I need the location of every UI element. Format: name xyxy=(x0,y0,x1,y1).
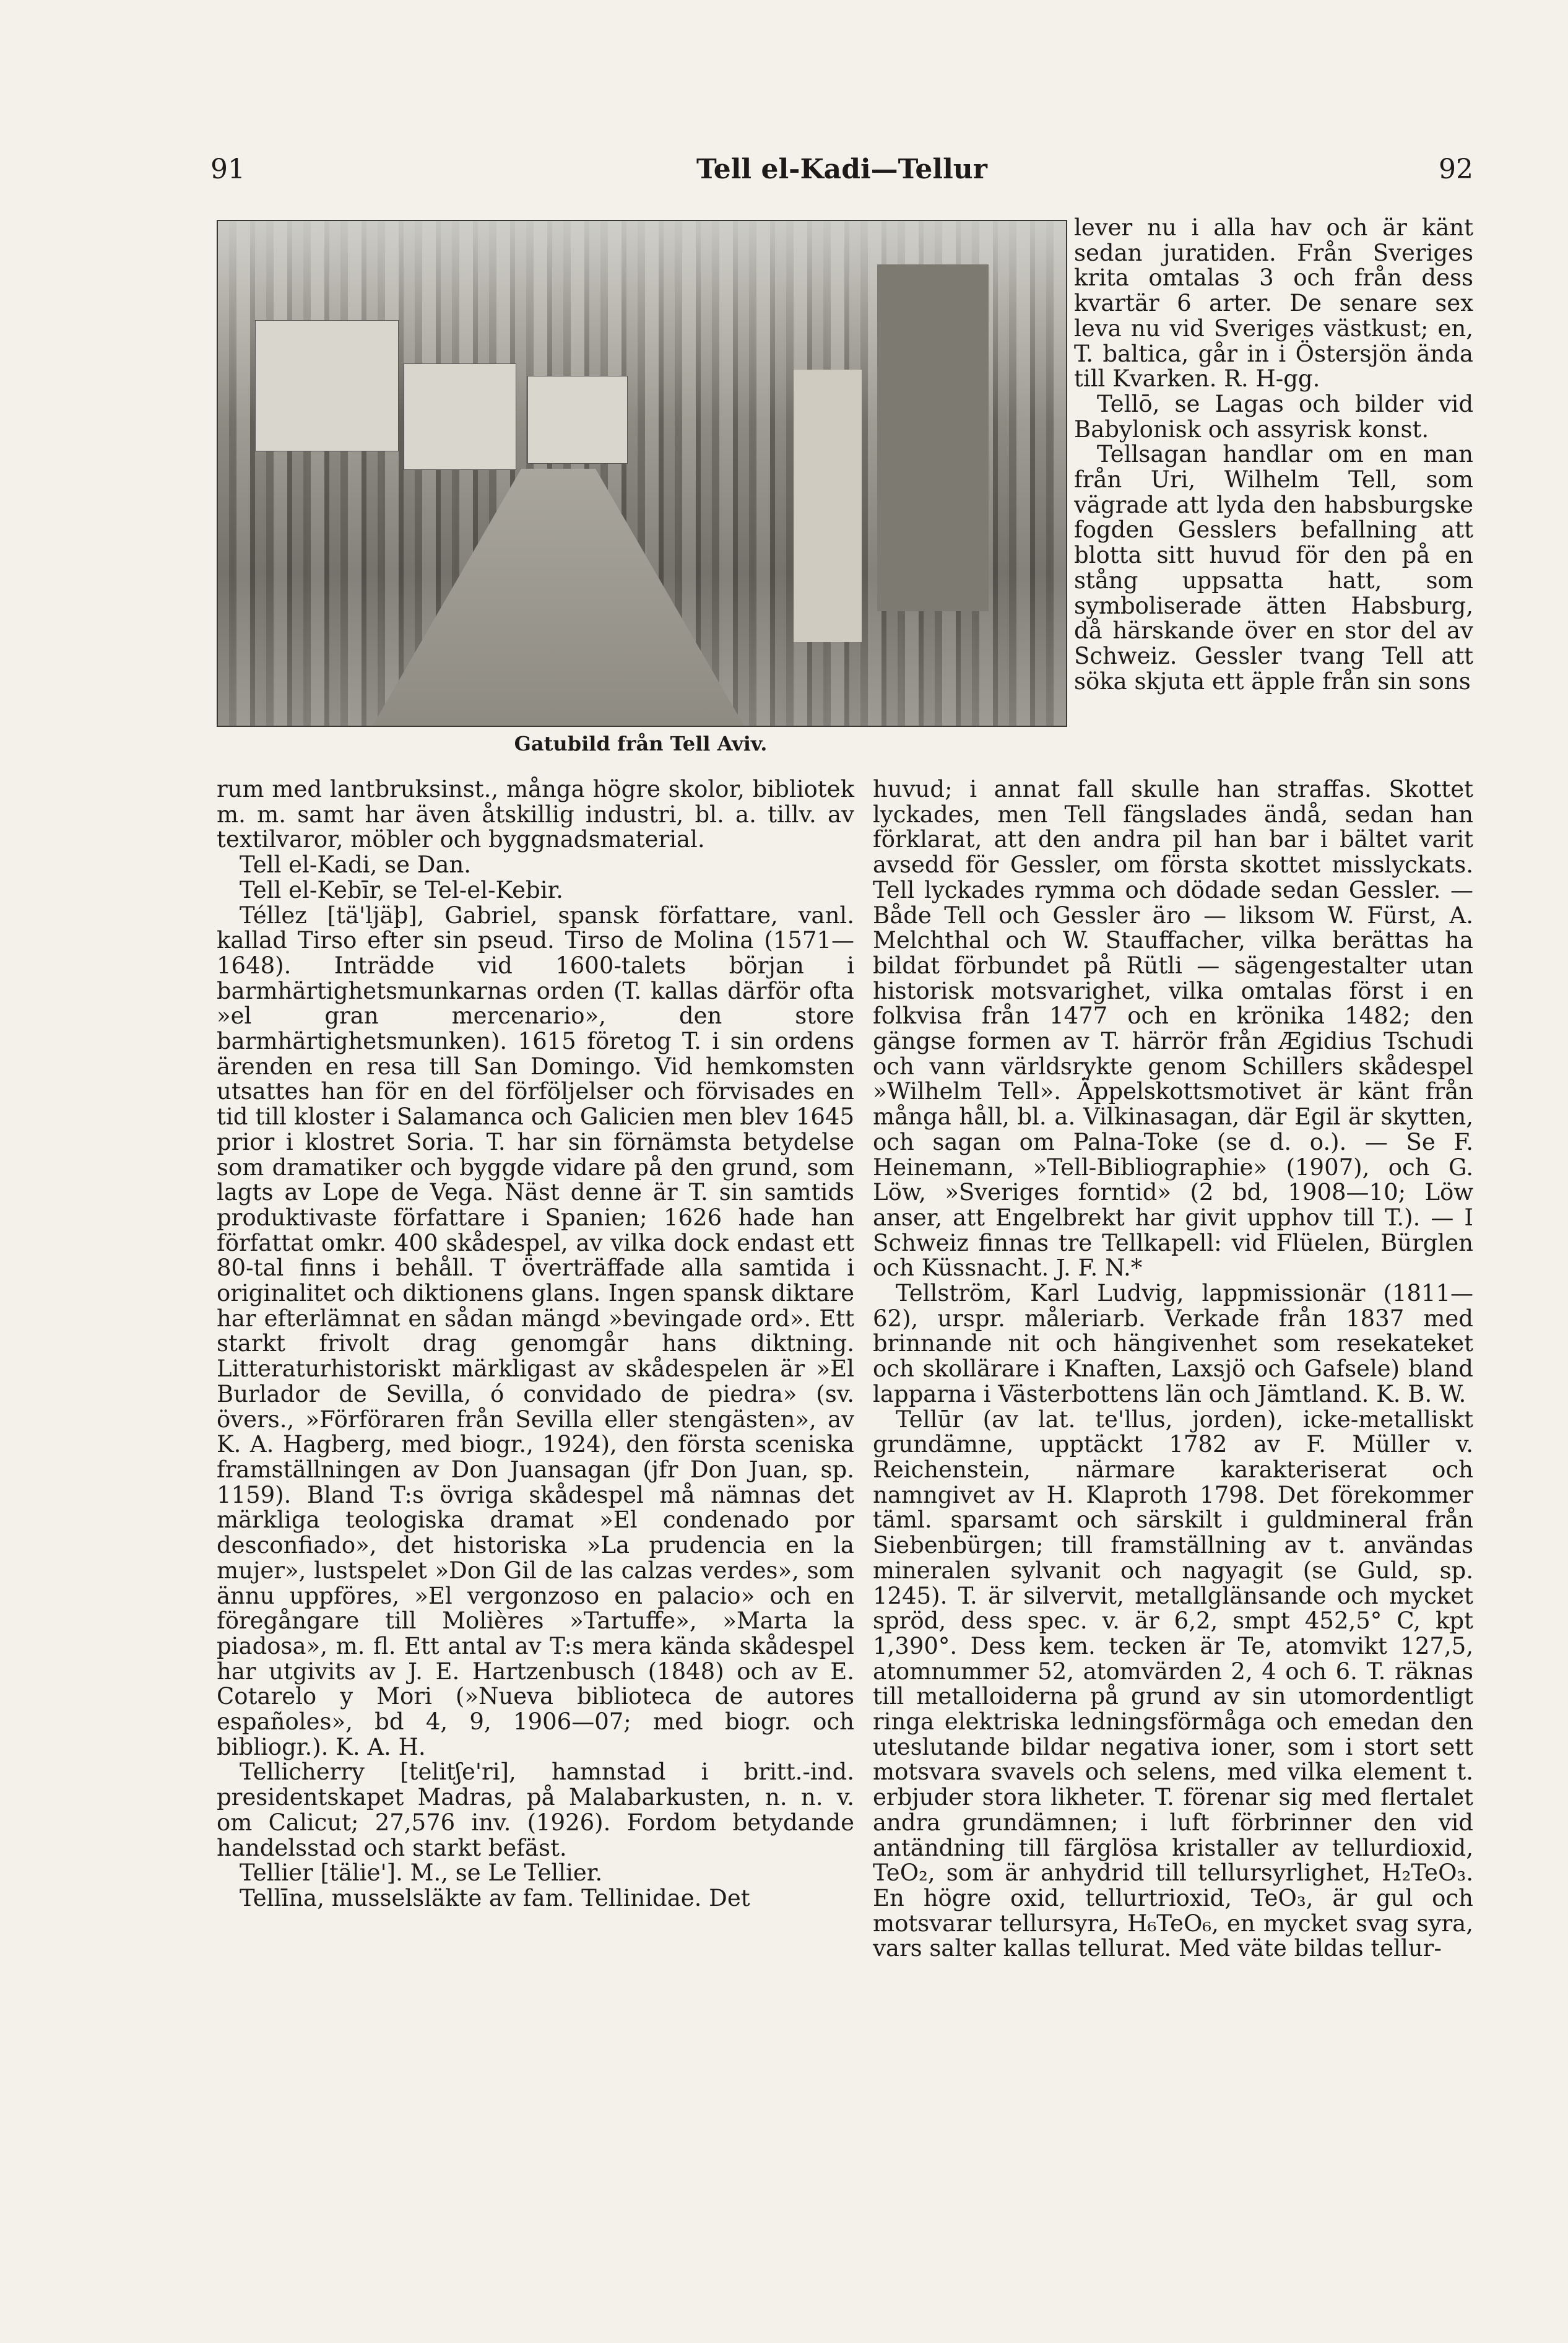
column-left xyxy=(217,777,854,1911)
entry-tellur: Tellūr (av lat. te'llus, jorden), icke-metalliskt grundämne, upptäckt 1782 av F. Müller v. Reichenstein, närmare karakteriserat och namngivet av H. Klaproth 1798. Det förekommer täml. sparsamt och särskilt i guldmineral från Siebenbürgen; till framställning av t. användas mineralen sylvanit och nagyagit (se Guld, sp. 1245). T. är silvervit, metallglänsande och mycket spröd, dess spec. v. är 6,2, smpt 452,5° C, kpt 1,390°. Dess kem. tecken är Te, atomvikt 127,5, atomnummer 52, atomvärden 2, 4 och 6. T. räknas till metalloiderna på grund av sin utomordentligt ringa elektriska ledningsförmåga och emedan den uteslutande bildar negativa ioner, som i stort sett motsvara svavels och selens, med vilka element t. erbjuder stora likheter. T. förenar sig med flertalet andra grundämnen; i luft förbrinner den vid antändning till färglösa kristaller av tellurdioxid, TeO₂, som är anhydrid till tellursyrlighet, H₂TeO₃. En högre oxid, tellurtrioxid, TeO₃, är gul och motsvarar tellursyra, H₆TeO₆, en mycket svag syra, vars salter kallas tellurat. Med väte bildas tellur- xyxy=(873,1406,1473,1962)
entry-tello: Tellō, se Lagas och bilder vid Babylonisk och assyrisk konst. xyxy=(1074,390,1473,443)
page-number-left: 91 xyxy=(210,154,245,185)
running-header xyxy=(210,154,1473,191)
entry-tellier: Tellier [tälie']. M., se Le Tellier. xyxy=(240,1859,603,1887)
entry-tellina: Tellīna, musselsläkte av fam. Tellinidae. Det xyxy=(240,1884,750,1911)
entry-tellstrom: Tellström, Karl Ludvig, lappmissionär (1811—62), urspr. måleriarb. Verkade från 1837 med brinnande nit och hängivenhet som resekateket och skollärare i Knaften, Laxsjö och Gafsele) bland lapparna i Västerbottens län och Jämtland. K. B. W. xyxy=(873,1280,1473,1407)
entry-tellez: Téllez [tä'ljäþ], Gabriel, spansk författare, vanl. kallad Tirso efter sin pseud. Tirso de Molina (1571—1648). Inträdde vid 1600-talets början i barmhärtighetsmunkarnas orden (T. kallas därför ofta »el gran mercenario», den store barmhärtighetsmunken). 1615 företog T. i sin ordens ärenden en resa till San Domingo. Vid hemkomsten utsattes han för en del förföljelser och förvisades en tid till kloster i Salamanca och Galicien men blev 1645 prior i klostret Soria. T. har sin förnämsta betydelse som dramatiker och byggde vidare på den grund, som lagts av Lope de Vega. Näst denne är T. sin samtids produktivaste författare i Spanien; 1626 hade han författat omkr. 400 skådespel, av vilka dock endast ett 80-tal finns i behåll. T överträffade alla samtida i originalitet och diktionens glans. Ingen spansk diktare har efterlämnat en sådan mängd »bevingade ord». Ett starkt frivolt drag genomgår hans diktning. Litteraturhistoriskt märkligast av skådespelen är »El Burlador de Sevilla, ó convidado de piedra» (sv. övers., »Förföraren från Sevilla eller stengästen», av K. A. Hagberg, med biogr., 1924), den första sceniska framställningen av Don Juansagan (jfr Don Juan, sp. 1159). Bland T:s övriga skådespel må nämnas det märkliga teologiska dramat »El condenado por desconfiado», det historiska »La prudencia en la mujer», lustspelet »Don Gil de las calzas verdes», som ännu uppföres, »El vergonzoso en palacio» och en föregångare till Molières »Tartuffe», »Marta la piadosa», m. fl. Ett antal av T:s mera kända skådespel har utgivits av J. E. Hartzenbusch (1848) och av E. Cotarelo y Mori (»Nueva biblioteca de autores españoles», bd 4, 9, 1906—07; med biogr. och bibliogr.). K. A. H. xyxy=(217,902,854,1760)
entry-tell-el-kadi: Tell el-Kadi, se Dan. xyxy=(240,851,472,879)
column-right-top xyxy=(1074,215,1473,694)
paragraph: huvud; i annat fall skulle han straffas. Skottet lyckades, men Tell fängslades ändå, sedan han förklarat, att den andra pil han bar i bältet varit avsedd för Gessler, om första skottet misslyckats. Tell lyckades rymma och dödade sedan Gessler. — Både Tell och Gessler äro — liksom W. Fürst, A. Melchthal och W. Stauffacher, vilka berättas ha bildat förbundet på Rütli — sägengestalter utan historisk motsvarighet, vilka omtalas först i en folkvisa från 1477 och en krönika 1482; den gängse formen av T. härrör från Ægidius Tschudi och vann världsrykte genom Schillers skådespel »Wilhelm Tell». Äppelskottsmotivet är känt från många håll, bl. a. Vilkinasagan, där Egil är skytten, och sagan om Palna-Toke (se d. o.). — Se F. Heinemann, »Tell-Bibliographie» (1907), och G. Löw, »Sveriges forntid» (2 bd, 1908—10; Löw anser, att Engelbrekt har givit upphov till T.). — I Schweiz finnas tre Tellkapell: vid Flüelen, Bürglen och Küssnacht. J. F. N.* xyxy=(873,776,1473,1282)
running-title: Tell el-Kadi—Tellur xyxy=(696,154,987,185)
paragraph: rum med lantbruksinst., många högre skolor, bibliotek m. m. samt har även åtskillig industri, bl. a. tillv. av textilvaror, möbler och byggnadsmaterial. xyxy=(217,776,854,853)
entry-tellicherry: Tellicherry [telitʃe'ri], hamnstad i britt.-ind. presidentskapet Madras, på Malabarkusten, n. n. v. om Calicut; 27,576 inv. (1926). Fordom betydande handelsstad och starkt befäst. xyxy=(217,1758,854,1861)
column-right xyxy=(873,777,1473,1962)
street-photo xyxy=(217,220,1067,727)
page-number-right: 92 xyxy=(1439,154,1473,185)
entry-tellsagan: Tellsagan handlar om en man från Uri, Wilhelm Tell, som vägrade att lyda den habsburgske fogden Gesslers befallning att blotta sitt huvud för den på en stång uppsatta hatt, som symboliserade ätten Habsburg, då härskande över en stor del av Schweiz. Gessler tvang Tell att söka skjuta ett äpple från sin sons xyxy=(1074,441,1473,695)
entry-tell-el-kebir: Tell el-Kebīr, se Tel-el-Kebir. xyxy=(240,876,563,903)
figure-caption: Gatubild från Tell Aviv. xyxy=(514,732,768,755)
paragraph: lever nu i alla hav och är känt sedan juratiden. Från Sveriges krita omtalas 3 och från dess kvartär 6 arter. De senare sex leva nu vid Sveriges västkust; en, T. baltica, går in i Östersjön ända till Kvarken. R. H-gg. xyxy=(1074,214,1473,393)
